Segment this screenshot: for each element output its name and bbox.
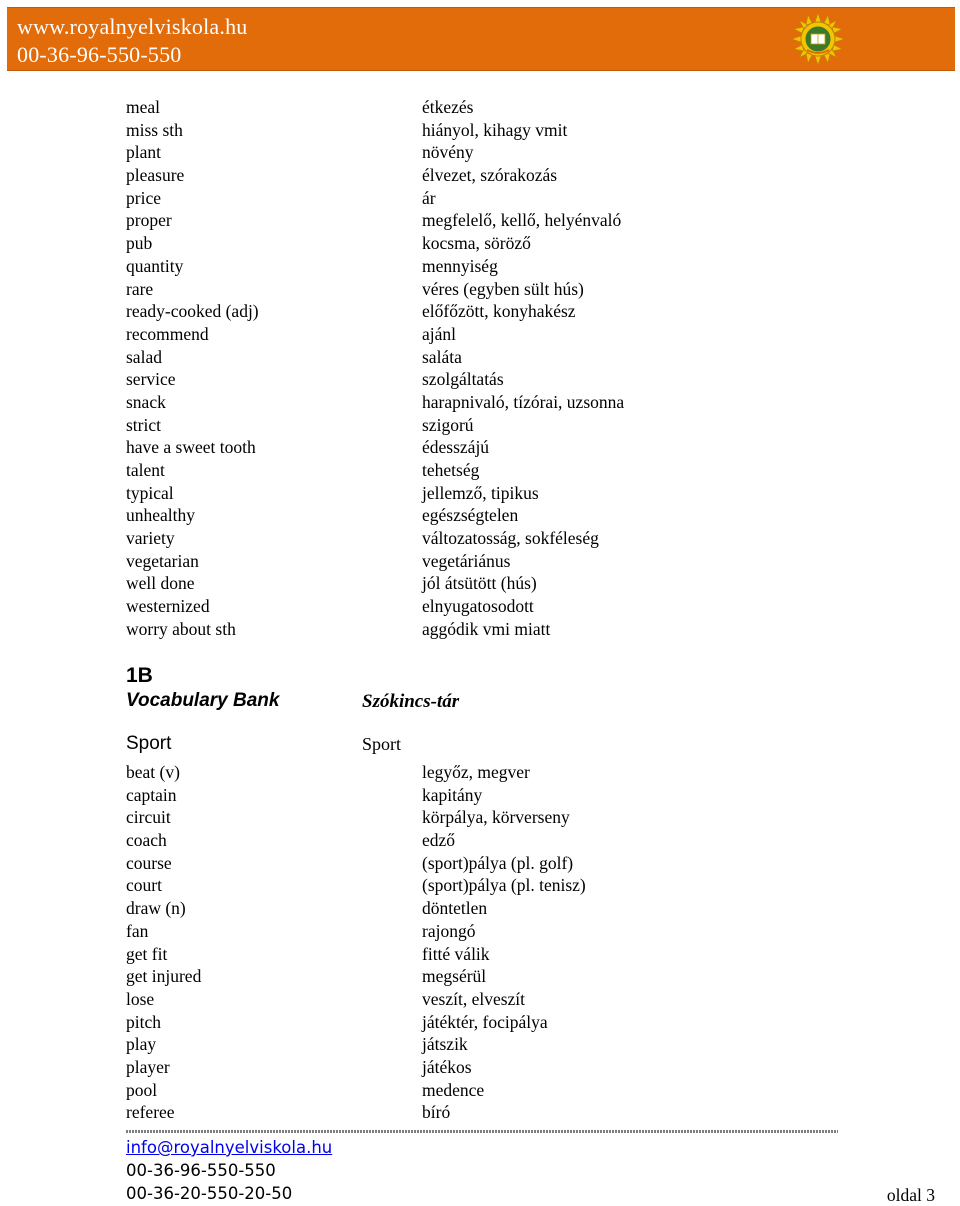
page-header [7, 7, 955, 71]
food-hungarian-list [422, 96, 624, 641]
hungarian-translation: megsérül [422, 966, 487, 987]
english-term: pub [126, 233, 153, 254]
page-number: oldal 3 [886, 1185, 935, 1205]
hungarian-translation: vegetáriánus [422, 550, 511, 571]
english-term: court [126, 875, 162, 896]
english-term: quantity [126, 255, 184, 276]
hungarian-translation: játékos [422, 1056, 472, 1077]
english-term: pool [126, 1079, 158, 1100]
hungarian-translation: ár [422, 187, 436, 208]
hungarian-translation: rajongó [422, 920, 476, 941]
english-term: strict [126, 414, 161, 435]
hungarian-translation: megfelelő, kellő, helyénvaló [422, 210, 622, 231]
english-term: get injured [126, 966, 202, 987]
english-term: captain [126, 784, 177, 805]
sport-hungarian-list [422, 761, 586, 1124]
english-term: pitch [126, 1011, 161, 1032]
hungarian-translation: változatosság, sokféleség [422, 528, 599, 549]
english-term: worry about sth [126, 618, 236, 639]
footer-phone-primary: 00-36-96-550-550 [126, 1161, 276, 1180]
hungarian-translation: édesszájú [422, 437, 490, 458]
hungarian-translation: élvezet, szórakozás [422, 165, 558, 186]
hungarian-translation: kapitány [422, 784, 483, 805]
hungarian-translation: harapnivaló, tízórai, uzsonna [422, 391, 625, 412]
footer-phone-secondary: 00-36-20-550-20-50 [126, 1184, 293, 1203]
hungarian-translation: (sport)pálya (pl. tenisz) [422, 875, 586, 896]
english-term: westernized [126, 596, 210, 617]
hungarian-translation: edző [422, 830, 456, 851]
section-heading-english: Sport [126, 733, 172, 754]
hungarian-translation: játéktér, focipálya [422, 1011, 548, 1032]
hungarian-translation: hiányol, kihagy vmit [422, 119, 568, 140]
english-term: beat (v) [126, 762, 180, 782]
english-term: recommend [126, 323, 209, 344]
hungarian-translation: aggódik vmi miatt [422, 618, 551, 639]
hungarian-translation: mennyiség [422, 255, 498, 276]
hungarian-translation: játszik [422, 1034, 468, 1055]
hungarian-translation: döntetlen [422, 898, 488, 919]
english-term: talent [126, 460, 165, 480]
english-term: coach [126, 830, 167, 851]
footer-divider [126, 1130, 838, 1133]
english-term: referee [126, 1102, 175, 1123]
english-term: draw (n) [126, 898, 186, 919]
english-term: fan [126, 920, 149, 941]
english-term: ready-cooked (adj) [126, 301, 259, 322]
hungarian-translation: kocsma, söröző [422, 233, 531, 254]
english-term: have a sweet tooth [126, 437, 256, 458]
english-term: unhealthy [126, 505, 196, 526]
hungarian-translation: fitté válik [422, 943, 490, 964]
hungarian-translation: medence [422, 1079, 485, 1100]
hungarian-translation: előfőzött, konyhakész [422, 301, 576, 322]
unit-title-hungarian: Szókincs-tár [362, 691, 460, 712]
section-heading-hungarian: Sport [362, 734, 402, 754]
english-term: circuit [126, 807, 171, 828]
english-term: lose [126, 988, 155, 1009]
hungarian-translation: tehetség [422, 460, 480, 480]
english-term: pleasure [126, 165, 185, 186]
unit-title-english: Vocabulary Bank [126, 690, 280, 711]
hungarian-translation: körpálya, körverseny [422, 807, 570, 828]
english-term: plant [126, 142, 161, 163]
hungarian-translation: bíró [422, 1102, 451, 1123]
english-term: miss sth [126, 119, 183, 140]
hungarian-translation: szigorú [422, 414, 474, 435]
english-term: rare [126, 278, 154, 299]
hungarian-translation: véres (egyben sült hús) [422, 278, 584, 299]
hungarian-translation: (sport)pálya (pl. golf) [422, 852, 574, 873]
header-website[interactable]: www.royalnyelviskola.hu [17, 14, 248, 39]
english-term: get fit [126, 943, 168, 964]
english-term: price [126, 187, 161, 208]
english-term: salad [126, 346, 162, 367]
english-term: variety [126, 528, 175, 549]
hungarian-translation: étkezés [422, 97, 474, 117]
sport-english-list [126, 761, 201, 1124]
hungarian-translation: legyőz, megver [422, 762, 530, 782]
hungarian-translation: jól átsütött (hús) [422, 573, 537, 594]
hungarian-translation: saláta [422, 346, 462, 367]
food-english-list [126, 96, 259, 641]
hungarian-translation: jellemző, tipikus [422, 482, 539, 503]
unit-number: 1B [126, 664, 153, 687]
hungarian-translation: ajánl [422, 323, 457, 344]
english-term: well done [126, 573, 195, 594]
hungarian-translation: elnyugatosodott [422, 596, 534, 617]
english-term: play [126, 1034, 157, 1055]
english-term: typical [126, 482, 174, 503]
english-term: vegetarian [126, 550, 199, 571]
sun-emblem-icon [791, 12, 845, 66]
header-phone: 00-36-96-550-550 [17, 42, 182, 67]
footer-email-link[interactable]: info@royalnyelviskola.hu [126, 1138, 333, 1157]
english-term: meal [126, 97, 161, 117]
hungarian-translation: növény [422, 142, 474, 163]
hungarian-translation: egészségtelen [422, 505, 519, 526]
hungarian-translation: szolgáltatás [422, 369, 504, 390]
english-term: course [126, 852, 172, 873]
english-term: player [126, 1056, 170, 1077]
hungarian-translation: veszít, elveszít [422, 988, 526, 1009]
english-term: proper [126, 210, 172, 231]
english-term: snack [126, 391, 166, 412]
english-term: service [126, 369, 176, 390]
